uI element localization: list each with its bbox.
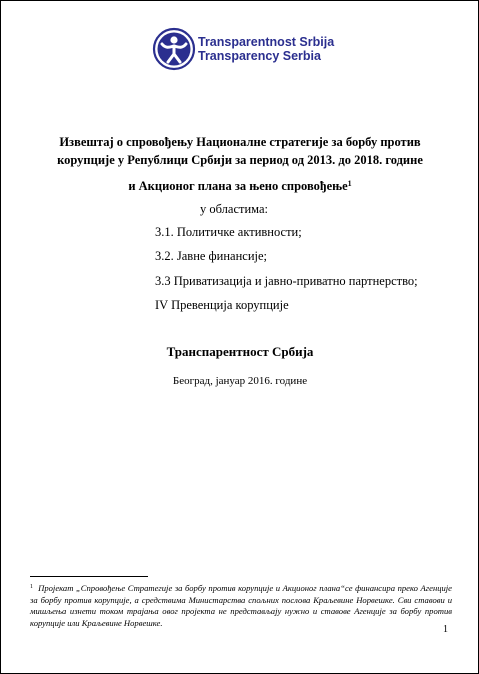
footnote-reference: 1: [347, 179, 352, 188]
title-line-3-text: и Акционог плана за њено спровођење: [128, 179, 348, 193]
footnote: [30, 582, 452, 629]
title-line-3: [30, 176, 450, 194]
logo-text: [198, 35, 334, 63]
logo-figure-icon: [152, 27, 196, 71]
footnote-separator: [30, 576, 148, 577]
area-item: 3.3 Приватизација и јавно-приватно партнерство;: [155, 274, 418, 288]
area-item: 3.2. Јавне финансије;: [155, 249, 267, 263]
area-item: 3.1. Политичке активности;: [155, 225, 302, 239]
title-line-2: корупције у Републици Србији за период од 2013. до 2018. године: [57, 153, 423, 167]
place-date: Београд, јануар 2016. године: [172, 375, 308, 387]
organization-name: Транспарентност Србија: [166, 344, 314, 359]
footnote-marker: 1: [30, 584, 33, 590]
title-line-1: Извештај о спровођењу Националне стратегије за борбу против: [59, 135, 421, 149]
areas-intro: у областима:: [200, 202, 269, 216]
area-item: IV Превенција корупције: [155, 298, 289, 312]
transparency-serbia-logo: [152, 27, 352, 75]
page-number: 1: [443, 624, 448, 635]
logo-line-1: Transparentnost Srbija: [198, 35, 335, 49]
footnote-text: Пројекат „Спровођење Стратегије за борбу против корупције и Акционог плана“се финансира преко Агенције за борбу против корупције, а средствима Министарства спољних послова Краљевине Норвешке. Сви ставови и мишљења изнети током трајања овог пројекта не представљају нужно и ставове Агенције за борбу против корупције или Краљевине Норвешке.: [30, 583, 452, 628]
logo-line-2: Transparency Serbia: [198, 49, 321, 63]
